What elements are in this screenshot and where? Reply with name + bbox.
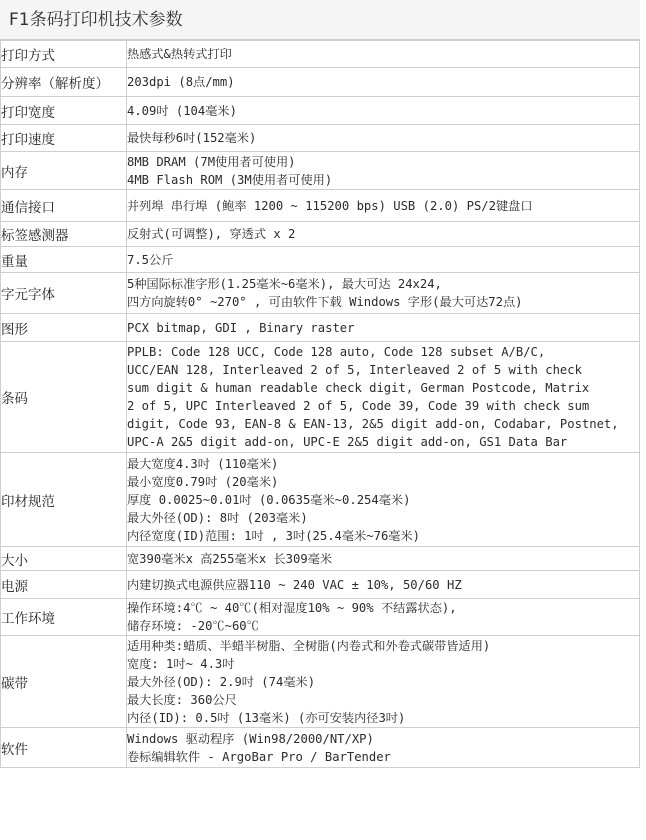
spec-value xyxy=(127,636,640,728)
spec-row xyxy=(1,273,640,314)
spec-row xyxy=(1,190,640,222)
spec-value xyxy=(127,599,640,636)
spec-value-line: 储存环境: -20℃~60℃ xyxy=(127,619,259,633)
spec-value-line: 宽390毫米x 高255毫米x 长309毫米 xyxy=(127,551,333,566)
spec-label: 电源 xyxy=(1,571,127,599)
spec-table xyxy=(0,40,640,768)
spec-label: 重量 xyxy=(1,247,127,273)
spec-value-line: UCC/EAN 128, Interleaved 2 of 5, Interleaved 2 of 5 with check xyxy=(127,363,582,377)
spec-value-line: UPC-A 2&5 digit add-on, UPC-E 2&5 digit add-on, GS1 Data Bar xyxy=(127,435,568,449)
spec-value-line: 内建切换式电源供应器110 ~ 240 VAC ± 10%, 50/60 HZ xyxy=(127,577,462,592)
spec-value xyxy=(127,547,640,571)
spec-row xyxy=(1,314,640,342)
spec-value xyxy=(127,453,640,547)
spec-value xyxy=(127,314,640,342)
spec-row xyxy=(1,728,640,768)
spec-value-line: 4.09吋 (104毫米) xyxy=(127,103,237,118)
spec-row xyxy=(1,636,640,728)
spec-value xyxy=(127,125,640,152)
spec-label: 工作环境 xyxy=(1,599,127,636)
spec-row xyxy=(1,247,640,273)
spec-label: 通信接口 xyxy=(1,190,127,222)
spec-value xyxy=(127,273,640,314)
spec-label: 内存 xyxy=(1,152,127,190)
spec-value-line: PPLB: Code 128 UCC, Code 128 auto, Code 128 subset A/B/C, xyxy=(127,345,546,359)
spec-value-line: sum digit & human readable check digit, German Postcode, Matrix xyxy=(127,381,590,395)
spec-label: 大小 xyxy=(1,547,127,571)
spec-label: 软件 xyxy=(1,728,127,768)
spec-value-line: 最大外径(OD): 2.9吋 (74毫米) xyxy=(127,674,316,689)
spec-value-line: Windows 驱动程序 (Win98/2000/NT/XP) xyxy=(127,731,374,746)
spec-label: 图形 xyxy=(1,314,127,342)
spec-label: 印材规范 xyxy=(1,453,127,547)
spec-label: 标签感测器 xyxy=(1,222,127,247)
spec-row xyxy=(1,571,640,599)
spec-value-line: PCX bitmap, GDI , Binary raster xyxy=(127,320,355,335)
spec-table-body xyxy=(1,41,640,768)
spec-value-line: 并列埠 串行埠 (鲍率 1200 ~ 115200 bps) USB (2.0) PS/2键盘口 xyxy=(127,198,533,213)
spec-value-line: 最大长度: 360公尺 xyxy=(127,692,237,707)
spec-label: 打印宽度 xyxy=(1,97,127,125)
spec-label: 字元字体 xyxy=(1,273,127,314)
spec-label: 分辨率（解析度） xyxy=(1,68,127,97)
spec-row xyxy=(1,599,640,636)
spec-value-line: 5种国际标准字形(1.25毫米~6毫米), 最大可达 24x24, xyxy=(127,277,442,291)
spec-value-line: 最大宽度4.3吋 (110毫米) xyxy=(127,456,279,471)
spec-value-line: digit, Code 93, EAN-8 & EAN-13, 2&5 digit add-on, Codabar, Postnet, xyxy=(127,417,619,431)
spec-label: 条码 xyxy=(1,342,127,453)
spec-value xyxy=(127,728,640,768)
spec-value-line: 203dpi (8点/mm) xyxy=(127,75,235,89)
spec-value-line: 4MB Flash ROM (3M使用者可使用) xyxy=(127,172,333,187)
spec-value-line: 操作环境:4℃ ~ 40℃(相对湿度10% ~ 90% 不结露状态), xyxy=(127,601,457,615)
spec-value-line: 最大外径(OD): 8吋 (203毫米) xyxy=(127,510,308,525)
spec-value xyxy=(127,571,640,599)
spec-value xyxy=(127,41,640,68)
spec-value xyxy=(127,247,640,273)
spec-row xyxy=(1,547,640,571)
spec-value-line: 内径宽度(ID)范围: 1吋 , 3吋(25.4毫米~76毫米) xyxy=(127,528,420,543)
spec-row xyxy=(1,125,640,152)
spec-row xyxy=(1,222,640,247)
spec-value-line: 四方向旋转0° ~270° , 可由软件下载 Windows 字形(最大可达72点) xyxy=(127,295,523,309)
spec-value xyxy=(127,68,640,97)
spec-value-line: 适用种类:蜡质、半蜡半树脂、全树脂(内卷式和外卷式碳带皆适用) xyxy=(127,638,491,653)
spec-row xyxy=(1,97,640,125)
spec-value-line: 2 of 5, UPC Interleaved 2 of 5, Code 39, Code 39 with check sum xyxy=(127,399,590,413)
spec-value-line: 热感式&热转式打印 xyxy=(127,47,232,61)
spec-label: 打印方式 xyxy=(1,41,127,68)
spec-value-line: 宽度: 1吋~ 4.3吋 xyxy=(127,656,235,671)
spec-label: 碳带 xyxy=(1,636,127,728)
spec-row xyxy=(1,68,640,97)
spec-row xyxy=(1,41,640,68)
spec-value-line: 8MB DRAM (7M使用者可使用) xyxy=(127,154,296,169)
spec-value-line: 内径(ID): 0.5吋 (13毫米) (亦可安装内径3吋) xyxy=(127,710,406,725)
spec-value-line: 最小宽度0.79吋 (20毫米) xyxy=(127,474,279,489)
spec-value-line: 厚度 0.0025~0.01吋 (0.0635毫米~0.254毫米) xyxy=(127,492,411,507)
spec-value xyxy=(127,190,640,222)
spec-row xyxy=(1,453,640,547)
page-title: F1条码打印机技术参数 xyxy=(0,0,640,40)
spec-value-line: 最快每秒6吋(152毫米) xyxy=(127,131,257,145)
spec-value xyxy=(127,152,640,190)
spec-value xyxy=(127,97,640,125)
spec-row xyxy=(1,342,640,453)
spec-label: 打印速度 xyxy=(1,125,127,152)
spec-value-line: 反射式(可调整), 穿透式 x 2 xyxy=(127,227,296,241)
spec-value xyxy=(127,342,640,453)
spec-row xyxy=(1,152,640,190)
spec-value-line: 7.5公斤 xyxy=(127,252,174,267)
spec-value-line: 卷标编辑软件 - ArgoBar Pro / BarTender xyxy=(127,749,391,764)
spec-value xyxy=(127,222,640,247)
